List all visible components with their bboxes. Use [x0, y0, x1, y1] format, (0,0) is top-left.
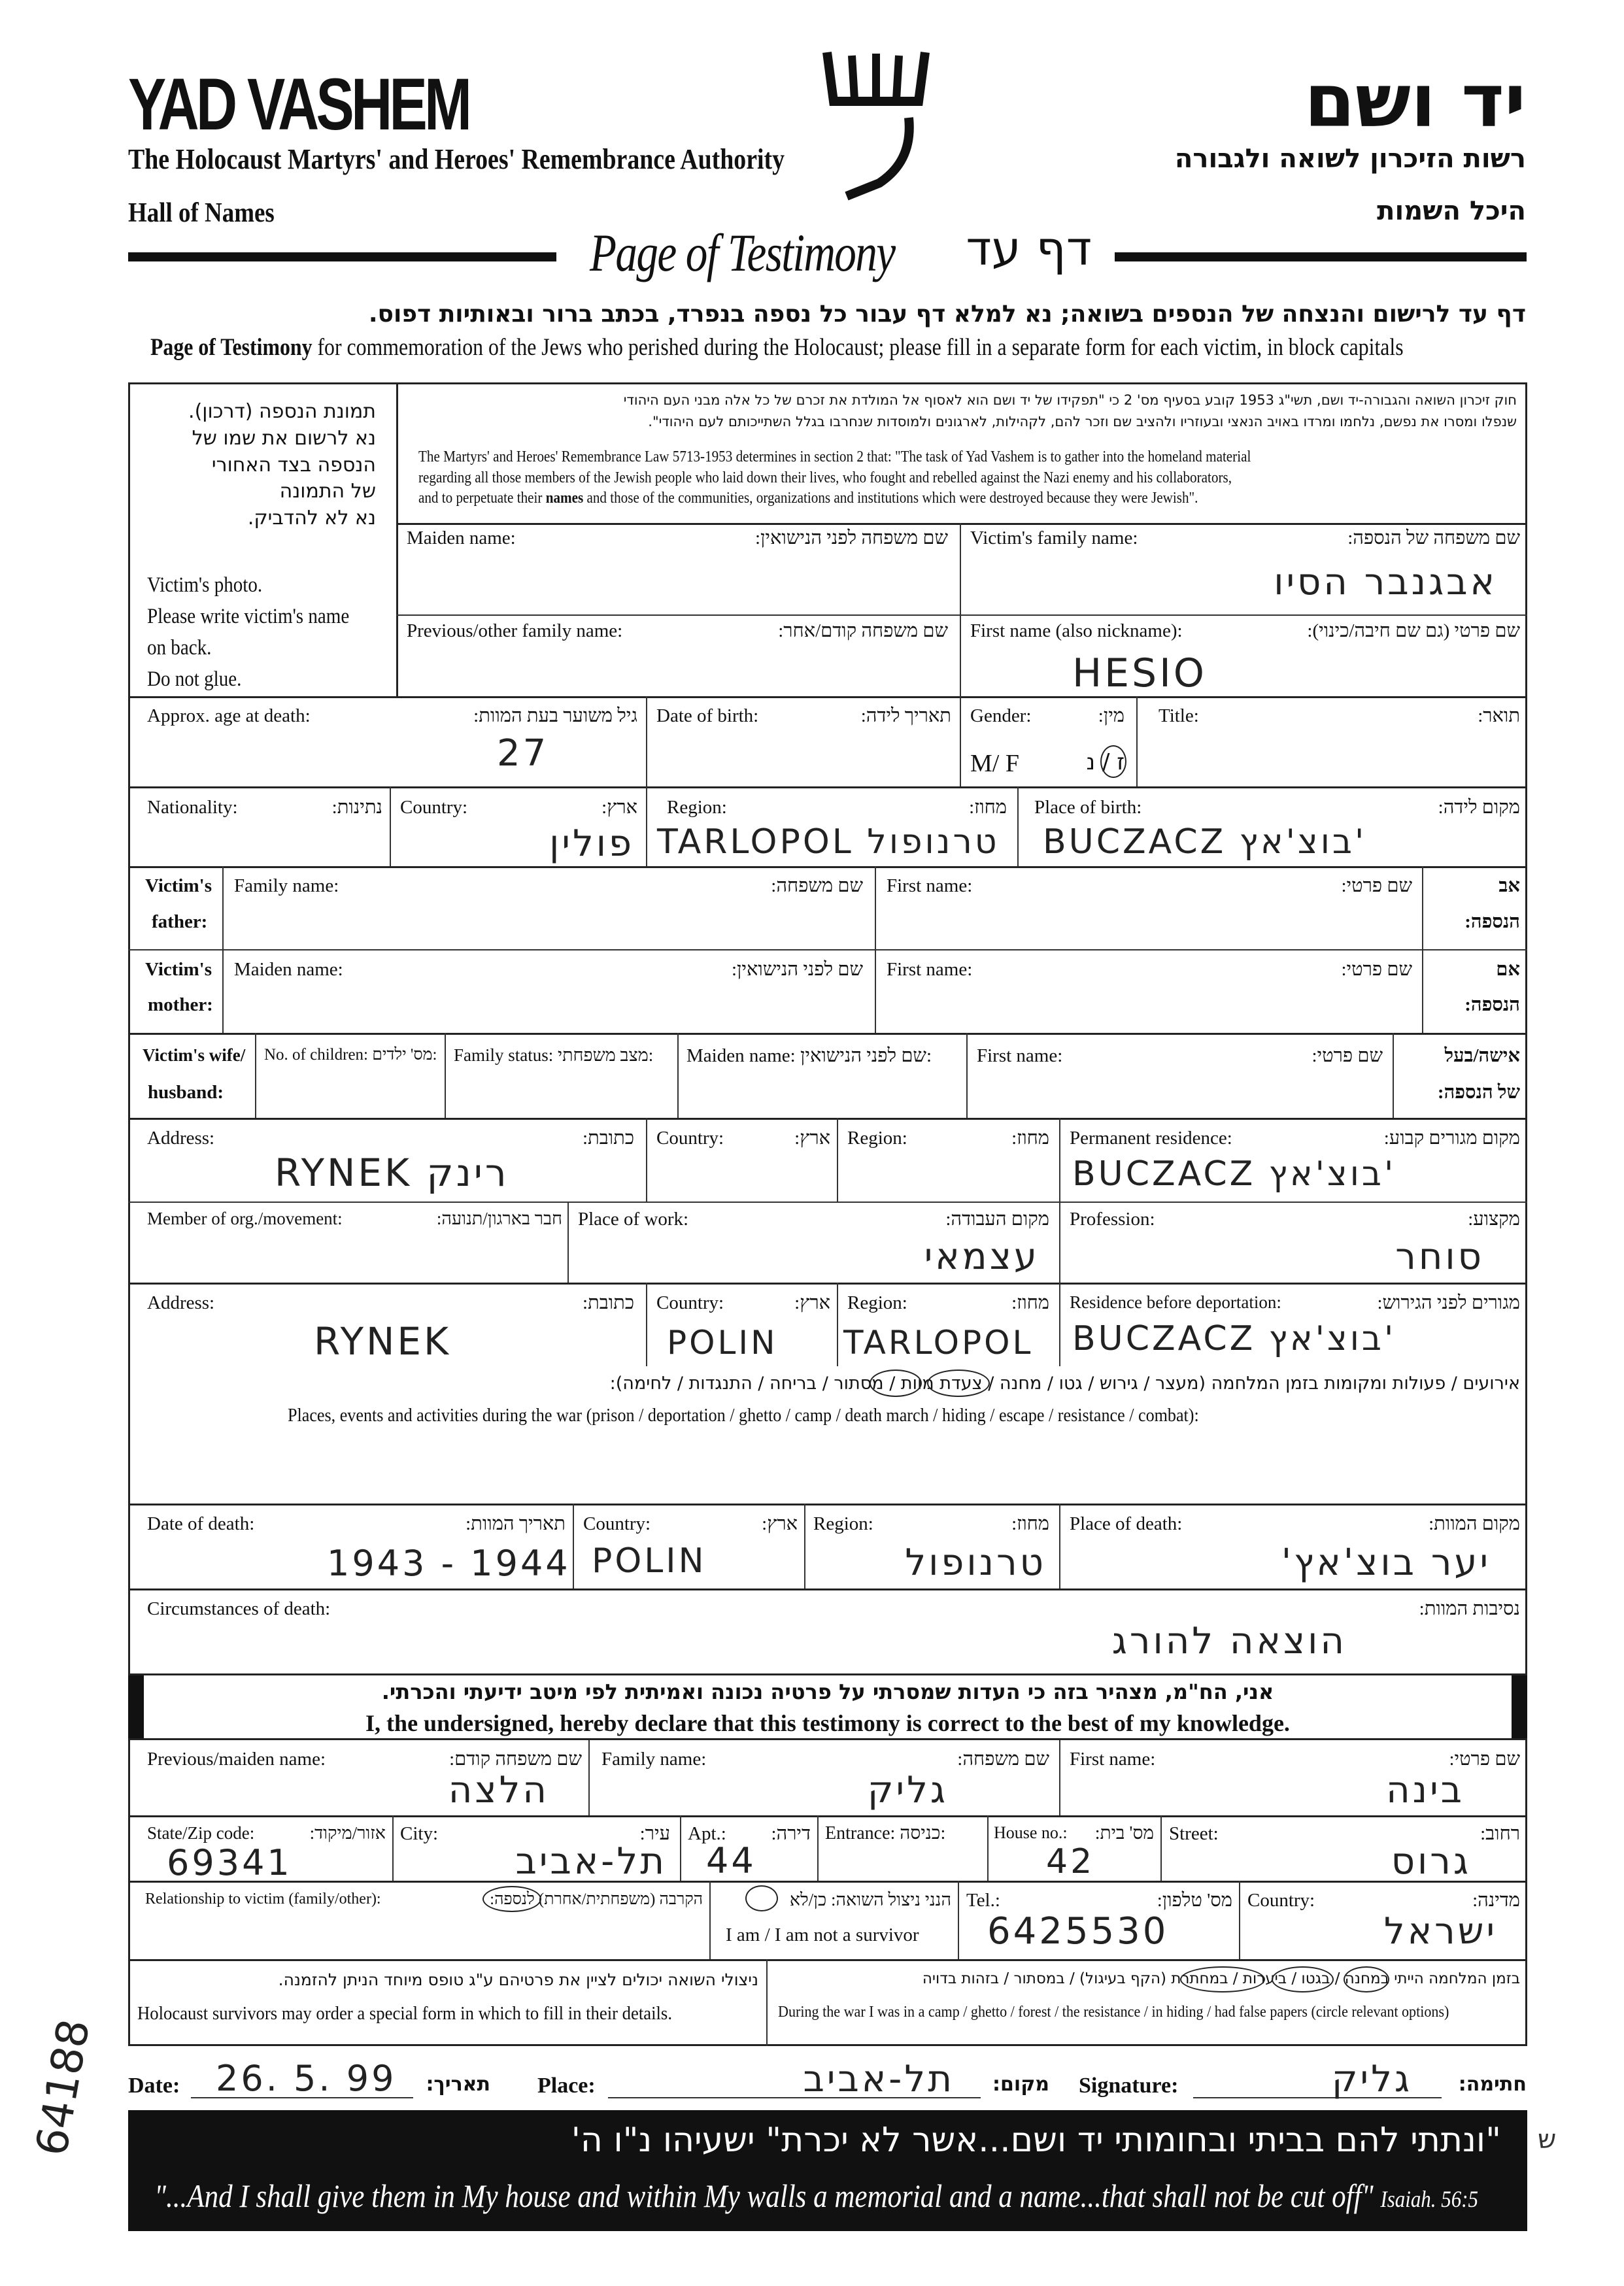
law-en-part: and to perpetuate their: [418, 490, 546, 507]
mother-label-he-2: הנספה:: [1464, 994, 1520, 1015]
rule: [817, 1815, 819, 1881]
city-label-he: עיר:: [639, 1823, 670, 1844]
victim-address[interactable]: RYNEK רינק: [275, 1151, 509, 1195]
survivor-label-he: הנני ניצול השואה: כן/לא: [789, 1890, 951, 1909]
sub-prev-label-en: Previous/maiden name:: [147, 1749, 326, 1770]
rule: [128, 1118, 1527, 1120]
title-rule-left: [128, 252, 556, 261]
photo-he-line: תמונת הנספה (דרכון).: [188, 400, 376, 423]
events-label-he: אירועים / פעולות ומקומות בזמן המלחמה (מעצר / גירוש / גטו / מחנה / צעדת מוות / מסתור / בריחה / התנגדות / לחימה):: [609, 1373, 1520, 1394]
rule: [396, 614, 1527, 616]
rule: [128, 1815, 1527, 1817]
submission-date[interactable]: 26. 5. 99: [216, 2058, 397, 2099]
address-region-label-en: Region:: [847, 1128, 907, 1149]
sub-first-label-he: שם פרטי:: [1449, 1749, 1520, 1770]
mother-first-label-en: First name:: [887, 959, 973, 980]
address-country-label-he: ארץ:: [794, 1128, 830, 1149]
family-label-en: Victim's family name:: [970, 528, 1138, 548]
footer-logo-mark-icon: ש: [1538, 2125, 1557, 2155]
dod-region-label-en: Region:: [813, 1513, 873, 1534]
maiden-label-en: Maiden name:: [407, 528, 516, 548]
law-text-en: [418, 447, 1251, 509]
rule: [128, 1202, 1527, 1203]
region-label-en: Region:: [667, 797, 727, 818]
dob-label-en: Date of birth:: [656, 705, 759, 726]
father-label-he-1: אב: [1498, 875, 1520, 896]
relation-label-en: Relationship to victim (family/other):: [145, 1891, 381, 1908]
page-title-he: דף עד: [966, 221, 1092, 276]
spouse-label-he-1: אישה/בעל: [1444, 1045, 1520, 1066]
submitter-tel[interactable]: 6425530: [987, 1910, 1169, 1953]
rule: [1059, 1504, 1060, 1588]
false-id-circle: [1180, 1966, 1265, 1992]
father-family-label-he: שם משפחה:: [771, 875, 863, 896]
victim-address-2[interactable]: RYNEK: [314, 1319, 452, 1364]
photo-he-line: של התמונה: [279, 480, 376, 503]
address2-country-label-en: Country:: [656, 1292, 724, 1313]
city-label-en: City:: [400, 1823, 439, 1844]
law-en-line: regarding all those members of the Jewish people who laid down their lives, who fought and rebelled against the Nazi enemy and his collaborators,: [418, 469, 1232, 486]
submitter-street[interactable]: גרוס: [1391, 1840, 1471, 1883]
submitter-zip[interactable]: 69341: [167, 1842, 292, 1883]
mother-label-en-2: mother:: [148, 994, 213, 1015]
rule: [1059, 1740, 1060, 1815]
address2-label-en: Address:: [147, 1292, 215, 1313]
country-label-en: Country:: [400, 797, 468, 818]
rule: [1239, 1881, 1240, 1959]
authority-en: The Holocaust Martyrs' and Heroes' Remembrance Authority: [128, 143, 785, 175]
street-label-en: Street:: [1169, 1823, 1219, 1844]
title-label-he: תואר:: [1478, 705, 1520, 726]
street-label-he: רחוב:: [1480, 1823, 1520, 1844]
father-family-label-en: Family name:: [234, 875, 339, 896]
victim-date-of-death[interactable]: 1943 - 1944: [327, 1543, 571, 1584]
rule: [128, 1283, 1527, 1285]
apt-label-he: דירה:: [771, 1823, 811, 1844]
dod-region-label-he: מחוז:: [1011, 1513, 1049, 1534]
zip-label-he: אזור/מיקוד:: [309, 1823, 386, 1843]
spouse-label-en-1: Victim's wife/: [143, 1045, 246, 1065]
rule: [128, 696, 1527, 698]
dod-label-he: תאריך המוות:: [465, 1513, 566, 1534]
submitter-family-name[interactable]: גליק: [867, 1769, 948, 1811]
photo-he-line: נא לרשום את שמו של: [192, 426, 376, 450]
submitter-previous-name[interactable]: הלצה: [448, 1769, 549, 1811]
photo-divider: [396, 382, 398, 696]
survivor-note-he: ניצולי השואה יכולים לציין את פרטיהם ע"ג טופס מיוחד הניתן להזמנה.: [278, 1970, 758, 1989]
address-label-he: כתובת:: [583, 1128, 634, 1149]
victim-region[interactable]: TARLOPOL טרנופול: [657, 822, 1000, 862]
dob-label-he: תאריך לידה:: [860, 705, 951, 726]
apt-label-en: Apt.:: [688, 1823, 726, 1844]
rule: [804, 1504, 805, 1588]
relation-label-he: הקרבה (משפחתית/אחרת) לנספה:: [490, 1891, 703, 1908]
submitter-country[interactable]: ישראל: [1383, 1910, 1497, 1953]
age-label-he: גיל משוער בעת המוות:: [473, 705, 637, 726]
photo-en-line: on back.: [147, 635, 212, 660]
address-label-en: Address:: [147, 1128, 215, 1149]
rule: [1017, 786, 1019, 866]
rule: [646, 696, 647, 786]
victim-place-of-work[interactable]: עצמאי: [924, 1235, 1040, 1278]
victim-place-of-death[interactable]: יער בוצ'אץ': [1281, 1541, 1491, 1584]
first-name-label-he: שם פרטי (גם שם חיבה/כינוי):: [1307, 620, 1520, 641]
sub-first-label-en: First name:: [1070, 1749, 1156, 1770]
rule: [646, 786, 647, 866]
signature-label-en: Signature:: [1079, 2074, 1179, 2098]
date-label-en: Date:: [128, 2074, 180, 2098]
instruction-en: [150, 333, 1404, 361]
declaration-en: I, the undersigned, hereby declare that this testimony is correct to the best of my knowledge.: [365, 1710, 1290, 1736]
rule: [255, 1033, 256, 1118]
photo-he-line: הנספה בצד האחורי: [211, 453, 376, 477]
profession-label-en: Profession:: [1070, 1209, 1155, 1230]
law-en-bold: names: [545, 490, 584, 507]
rule: [709, 1881, 711, 1959]
pob-label-en: Place of birth:: [1034, 797, 1142, 818]
footer-band: [128, 2110, 1527, 2231]
events-label-en: Places, events and activities during the war (prison / deportation / ghetto / camp / death march / hiding / escape / resistance / combat):: [288, 1405, 1199, 1426]
law-en-part: and those of the communities, organizations and institutions which were destroyed because they were Jewish".: [583, 490, 1198, 507]
prev-name-label-en: Previous/other family name:: [407, 620, 623, 641]
country-label-he: ארץ:: [601, 797, 637, 818]
victim-permanent-residence[interactable]: BUCZACZ בוצ'אץ': [1072, 1154, 1396, 1194]
gender-mf[interactable]: M/ F: [970, 750, 1019, 777]
submitter-house-no[interactable]: 42: [1046, 1842, 1095, 1881]
address2-label-he: כתובת:: [583, 1292, 634, 1313]
before-dep-label-he: מגורים לפני הגירוש:: [1377, 1292, 1520, 1313]
member-label-he: חבר בארגון/תנועה:: [436, 1209, 562, 1228]
page-title-en: Page of Testimony: [590, 223, 895, 282]
declaration-he: אני, הח"מ, מצהיר בזה כי העדות שמסרתי על פרטיה נכונה ואמיתית לפי מיטב ידיעתי והכרתי.: [381, 1679, 1274, 1704]
rule: [1059, 1283, 1060, 1366]
mother-label-he-1: אם: [1496, 959, 1520, 980]
victim-country-2[interactable]: POLIN: [667, 1324, 778, 1362]
address2-country-label-he: ארץ:: [794, 1292, 830, 1313]
photo-en-line: Please write victim's name: [147, 604, 350, 628]
signature-handwriting[interactable]: גליק: [1331, 2058, 1412, 2100]
submission-place[interactable]: תל-אביב: [803, 2058, 955, 2100]
profession-label-he: מקצוע:: [1468, 1209, 1520, 1230]
before-dep-label-en: Residence before deportation:: [1070, 1292, 1281, 1312]
rule: [1059, 1202, 1060, 1283]
first-name-label-en: First name (also nickname):: [970, 620, 1183, 641]
place-label-he: מקום:: [992, 2073, 1049, 2096]
survivor-label-en: I am / I am not a survivor: [726, 1925, 919, 1945]
dod-country-label-he: ארץ:: [762, 1513, 798, 1534]
gender-label-en: Gender:: [970, 705, 1032, 726]
victim-profession[interactable]: סוחר: [1395, 1235, 1484, 1278]
pod-label-en: Place of death:: [1070, 1513, 1183, 1534]
rule: [588, 1740, 590, 1815]
sub-family-label-he: שם משפחה:: [957, 1749, 1049, 1770]
rule: [1393, 1033, 1394, 1118]
victim-death-country[interactable]: POLIN: [592, 1541, 707, 1581]
perm-res-label-he: מקום מגורים קבוע:: [1383, 1128, 1520, 1149]
margin-archive-number: 64188: [26, 2015, 100, 2160]
hall-en: Hall of Names: [128, 198, 275, 228]
work-label-en: Place of work:: [578, 1209, 689, 1230]
father-label-he-2: הנספה:: [1464, 911, 1520, 932]
rule: [573, 1504, 574, 1588]
pod-label-he: מקום המוות:: [1429, 1513, 1520, 1534]
victim-place-of-birth[interactable]: BUCZACZ בוצ'אץ': [1043, 822, 1367, 862]
dod-country-label-en: Country:: [583, 1513, 651, 1534]
footer-quote-en: [154, 2177, 1478, 2215]
footer-quote-he: "ונתתי להם בביתי ובחומותי יד ושם...אשר לא יכרת" ישעיהו נ"ו ה': [571, 2121, 1501, 2160]
circ-label-he: נסיבות המוות:: [1419, 1598, 1520, 1619]
submitter-first-name[interactable]: בינה: [1386, 1769, 1464, 1811]
spouse-maiden-label: Maiden name: שם לפני הנישואין:: [686, 1045, 932, 1066]
survivor-no-circle: [745, 1885, 778, 1911]
band-left-block: [128, 1675, 144, 1738]
war-note-he: בזמן המלחמה הייתי במחנה / בגטו / ביערות / במחתרת (הקף בעיגול) / במסתור / בזהות בדויה: [922, 1970, 1520, 1987]
relation-other-circle: [482, 1886, 541, 1912]
work-label-he: מקום העבודה:: [945, 1209, 1049, 1230]
war-note-en: During the war I was in a camp / ghetto / forest / the resistance / in hiding / had false papers (circle relevant options): [778, 2004, 1449, 2021]
rule: [680, 1815, 681, 1881]
law-he-line: חוק זיכרון השואה והגבורה-יד ושם, תשי"ג 1953 קובע בסעיף מס' 2 כי "תפקידו של יד ושם הוא לאסוף אל המולדת את זכרם של כל אלה מבני העם היהודי: [623, 392, 1517, 408]
member-label-en: Member of org./movement:: [147, 1209, 343, 1228]
rule: [960, 696, 961, 786]
rule: [1160, 1815, 1162, 1881]
rule: [392, 1815, 394, 1881]
org-name-he: יד ושם: [1304, 59, 1526, 144]
photo-en-line: Do not glue.: [147, 667, 242, 691]
victim-age[interactable]: 27: [497, 732, 549, 775]
instruction-en-bold: Page of Testimony: [150, 334, 313, 361]
title-label-en: Title:: [1159, 705, 1199, 726]
law-he-line: שנפלו ומסרו את נפשם, נלחמו ומרדו באויב הנאצי ובעוזריו ולהציב שם וזכר להם, לקהילות, לארגונים ולמוסדות שנחרבו בגלל השתייכותם לעם היהודי".: [648, 413, 1517, 429]
status-label: Family status: מצב משפחתי:: [454, 1045, 654, 1065]
tel-label-en: Tel.:: [966, 1890, 1000, 1911]
victim-family-name[interactable]: אבגנבר הסיו: [1274, 561, 1497, 603]
rule: [128, 1881, 1527, 1883]
rule: [1059, 1118, 1060, 1202]
rule: [128, 1588, 1527, 1590]
region-label-he: מחוז:: [969, 797, 1007, 818]
spouse-first-label-en: First name:: [977, 1045, 1063, 1066]
law-en-line: [418, 488, 1251, 509]
children-label: No. of children: מס' ילדים:: [264, 1046, 437, 1064]
authority-he: רשות הזיכרון לשואה ולגבורה: [1174, 144, 1526, 174]
state-label-en: Country:: [1247, 1890, 1315, 1911]
dod-label-en: Date of death:: [147, 1513, 255, 1534]
yad-vashem-logo-icon: [820, 39, 932, 216]
rule: [128, 866, 1527, 868]
rule: [646, 1118, 647, 1202]
photo-en-line: Victim's photo.: [147, 573, 263, 597]
spouse-label-he-2: של הנספה:: [1437, 1082, 1520, 1103]
gender-label-he: מין:: [1098, 705, 1125, 726]
sub-family-label-en: Family name:: [601, 1749, 707, 1770]
victim-circumstances-of-death[interactable]: הוצאה להורג: [1111, 1620, 1347, 1662]
maiden-label-he: שם משפחה לפני הנישואין:: [754, 528, 948, 548]
ghetto-note-circle: [1344, 1966, 1389, 1992]
rule: [396, 523, 1527, 525]
mother-label-en-1: Victim's: [145, 959, 212, 980]
ghetto-circle: [870, 1370, 922, 1397]
father-first-label-en: First name:: [887, 875, 973, 896]
date-label-he: תאריך:: [426, 2073, 490, 2096]
house-label-en: House no.:: [994, 1823, 1068, 1842]
address-region-label-he: מחוז:: [1011, 1128, 1049, 1149]
spouse-label-en-2: husband:: [148, 1082, 224, 1103]
circ-label-en: Circumstances of death:: [147, 1598, 331, 1619]
pob-label-he: מקום לידה:: [1438, 797, 1520, 818]
father-label-en-1: Victim's: [145, 875, 212, 896]
victim-country[interactable]: פולין: [549, 822, 634, 865]
perm-res-label-en: Permanent residence:: [1070, 1128, 1232, 1149]
address2-region-label-he: מחוז:: [1011, 1292, 1049, 1313]
rule: [1136, 696, 1138, 786]
submitter-city[interactable]: תל-אביב: [515, 1840, 667, 1883]
family-label-he: שם משפחה של הנספה:: [1347, 528, 1520, 548]
instruction-en-text: for commemoration of the Jews who perished during the Holocaust; please fill in a separate form for each victim, in block capitals: [312, 334, 1404, 361]
father-first-label-he: שם פרטי:: [1341, 875, 1412, 896]
rule: [766, 1959, 768, 2046]
rule: [966, 1033, 968, 1118]
submitter-apt[interactable]: 44: [706, 1840, 756, 1881]
mother-first-label-he: שם פרטי:: [1341, 959, 1412, 980]
band-right-block: [1512, 1675, 1527, 1738]
law-en-line: The Martyrs' and Heroes' Remembrance Law 5713-1953 determines in section 2 that: "The task of Yad Vashem is to gather into the homeland material: [418, 448, 1251, 465]
state-label-he: מדינה:: [1472, 1890, 1520, 1911]
place-label-en: Place:: [537, 2074, 596, 2098]
survivor-note-en: Holocaust survivors may order a special form in which to fill in their details.: [137, 2003, 672, 2024]
rule: [958, 1881, 959, 1959]
prev-name-label-he: שם משפחה קודם/אחר:: [778, 620, 948, 641]
tel-label-he: מס' טלפון:: [1157, 1890, 1232, 1911]
rule: [987, 1815, 989, 1881]
rule: [128, 1033, 1527, 1035]
zip-label-en: State/Zip code:: [147, 1823, 255, 1843]
victim-region-2[interactable]: TARLOPOL: [843, 1324, 1034, 1362]
rule: [646, 1283, 647, 1366]
gender-circle: [1100, 745, 1126, 778]
victim-residence-before-deportation[interactable]: BUCZACZ בוצ'אץ': [1072, 1319, 1396, 1358]
house-label-he: מס' בית:: [1094, 1823, 1154, 1843]
title-rule-right: [1115, 252, 1527, 261]
instruction-he: דף עד לרישום והנצחה של הנספים בשואה; נא למלא דף עבור כל נספה בנפרד, בכתב ברור ובאותיות דפוס.: [368, 301, 1526, 328]
rule: [960, 523, 961, 696]
rule: [128, 1959, 1527, 1961]
victim-first-name[interactable]: HESIO: [1072, 650, 1208, 696]
rule: [677, 1033, 679, 1118]
rule: [128, 949, 1527, 950]
spouse-first-label-he: שם פרטי:: [1311, 1045, 1383, 1066]
rule: [128, 786, 1527, 788]
father-label-en-2: father:: [152, 911, 208, 932]
rule: [390, 786, 391, 866]
nationality-label-he: נתינות:: [331, 797, 382, 818]
hall-he: היכל השמות: [1377, 196, 1526, 226]
rule: [128, 1504, 1527, 1505]
rule: [837, 1118, 838, 1202]
photo-he-line: נא לא להדביק.: [247, 507, 376, 530]
gender-zn[interactable]: ז / נ: [1086, 749, 1125, 775]
rule: [567, 1202, 569, 1283]
sub-prev-label-he: שם משפחה קודם:: [449, 1749, 582, 1770]
entrance-label: Entrance: כניסה:: [825, 1823, 946, 1843]
law-text-he: [418, 390, 1517, 432]
rule: [837, 1283, 838, 1366]
mother-maiden-label-en: Maiden name:: [234, 959, 343, 980]
mother-maiden-label-he: שם לפני הנישואין:: [731, 959, 863, 980]
photo-text-he: [141, 399, 376, 532]
address2-region-label-en: Region:: [847, 1292, 907, 1313]
address-country-label-en: Country:: [656, 1128, 724, 1149]
deportation-circle: [927, 1370, 990, 1397]
footer-reference: Isaiah. 56:5: [1380, 2186, 1479, 2212]
rule: [445, 1033, 446, 1118]
photo-text-en: [147, 570, 349, 695]
hiding-circle: [1272, 1966, 1334, 1992]
org-name-en: YAD VASHEM: [128, 63, 469, 145]
victim-death-region[interactable]: טרנופול: [905, 1541, 1046, 1584]
nationality-label-en: Nationality:: [147, 797, 238, 818]
declaration-band: [128, 1673, 1527, 1740]
footer-quote-en-text: "...And I shall give them in My house and within My walls a memorial and a name...that shall not be cut off": [154, 2177, 1374, 2214]
signature-label-he: חתימה:: [1458, 2073, 1527, 2096]
age-label-en: Approx. age at death:: [147, 705, 311, 726]
